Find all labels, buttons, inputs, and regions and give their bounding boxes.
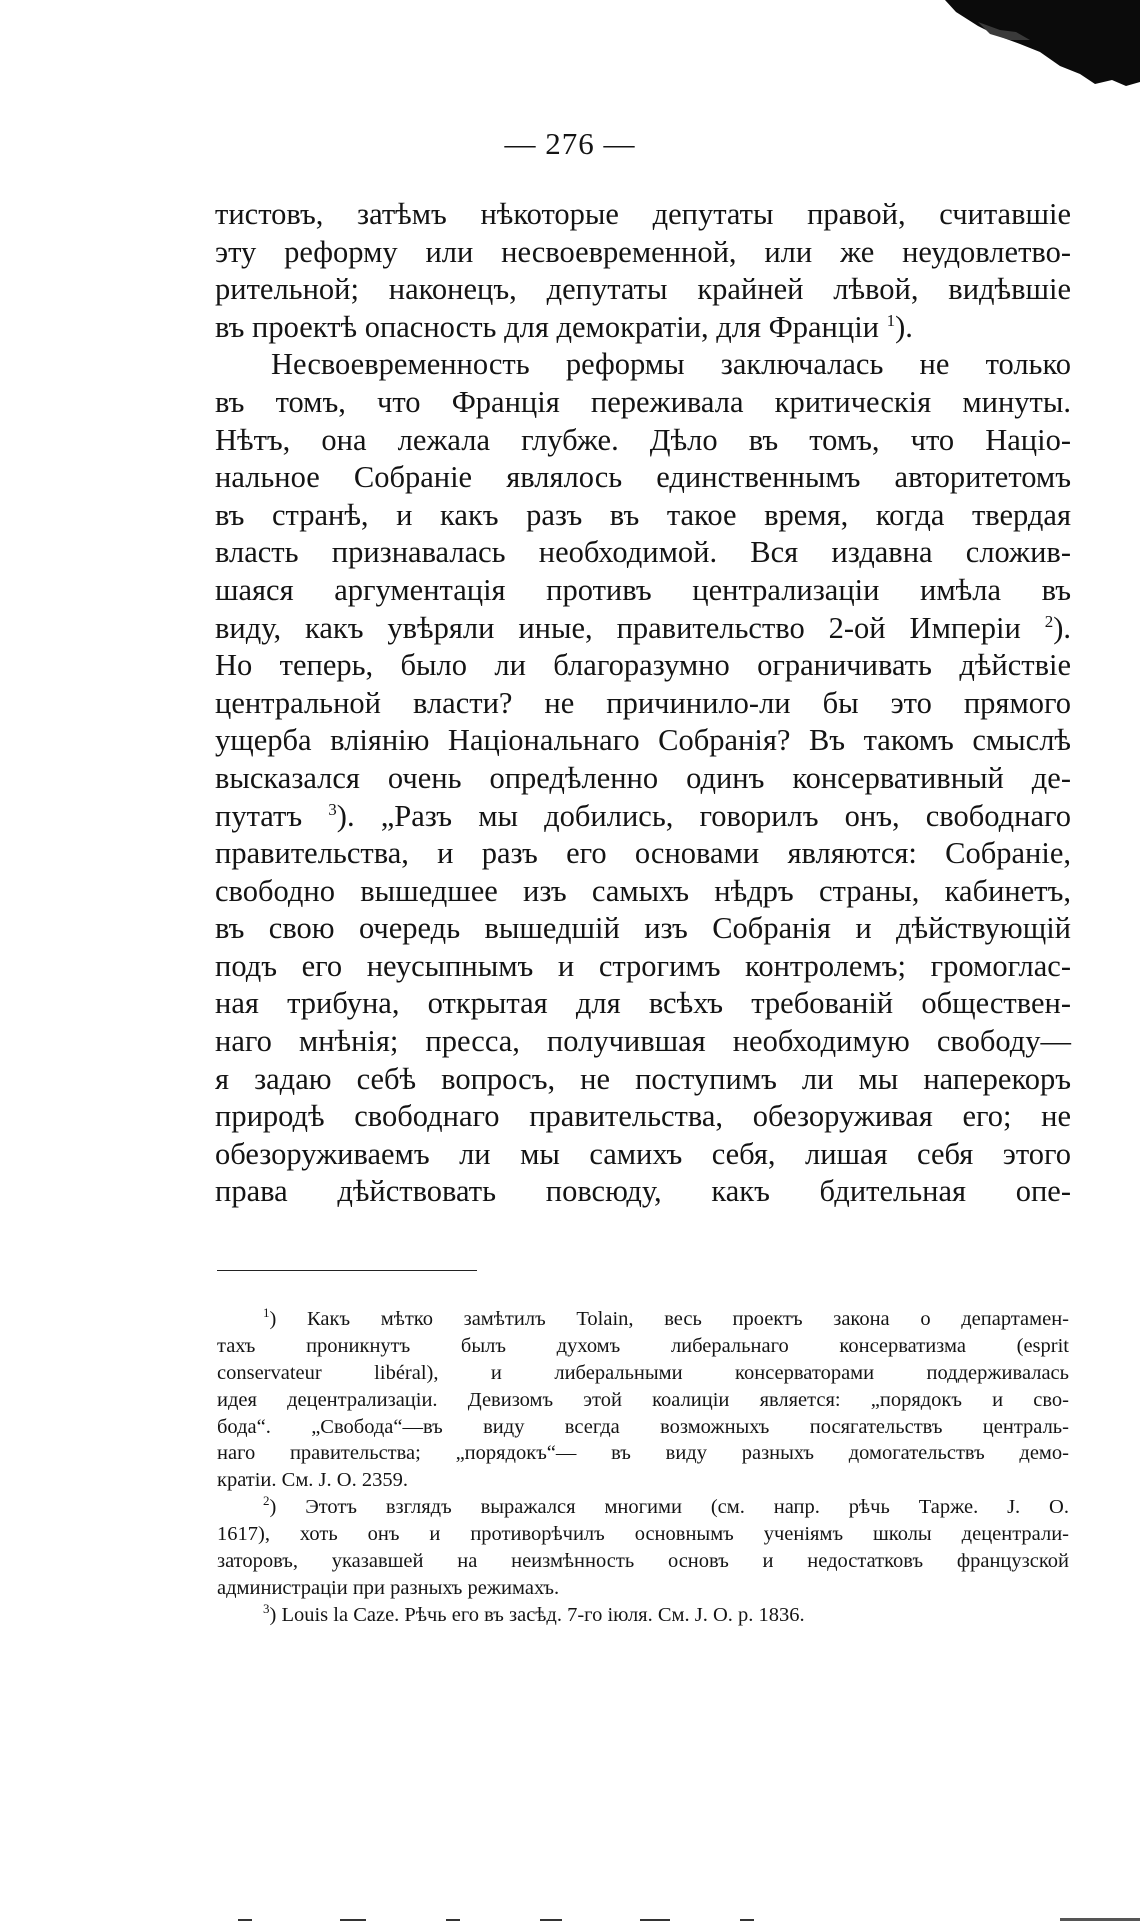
body-line-8: нальное Собраніе являлось единственнымъ авторитетомъ <box>215 460 1071 495</box>
body-line-11: шаяся аргументація противъ централизаціи имѣла въ <box>215 572 1071 607</box>
footnote-separator <box>217 1270 477 1271</box>
body-line-25: природѣ свободнаго правительства, обезоруживая его; не <box>215 1099 1071 1134</box>
body-line-24: я задаю себѣ вопросъ, не поступимъ ли мы наперекоръ <box>215 1061 1071 1096</box>
scan-shadow-corner <box>890 0 1140 95</box>
body-line-12: виду, какъ увѣряли иные, правительство 2-ой Имперіи $^2$). <box>215 610 1071 645</box>
body-line-1: тистовъ, затѣмъ нѣкоторые депутаты правой, считавшіе <box>215 197 1071 231</box>
footnote-2-line-4: администраціи при разныхъ режимахъ. <box>217 1576 560 1599</box>
footnote-1-line-5: бода“. „Свобода“—въ виду всегда возможныхъ посягательствъ централь- <box>217 1415 1069 1438</box>
body-line-7: Нѣтъ, она лежала глубже. Дѣло въ томъ, что Націо- <box>215 422 1071 457</box>
body-line-20: въ свою очередь вышедшій изъ Собранія и дѣйствующій <box>215 911 1071 946</box>
body-line-27: права дѣйствовать повсюду, какъ бдительная опе- <box>215 1174 1071 1209</box>
body-line-2: эту реформу или несвоевременной, или же неудовлетво- <box>215 234 1071 269</box>
body-line-4: въ проектѣ опасность для демократіи, для Франціи $^1$). <box>215 309 913 344</box>
body-line-14: центральной власти? не причинило-ли бы это прямого <box>215 685 1071 720</box>
footnote-3-line-1: $^3$) Louis la Caze. Рѣчь его въ засѣд. 7-го іюля. См. J. O. p. 1836. <box>263 1600 805 1626</box>
body-line-19: свободно вышедшее изъ самыхъ нѣдръ страны, кабинетъ, <box>215 873 1071 908</box>
footnote-1-line-1: $^1$) Какъ мѣтко замѣтилъ Tolain, весь проектъ закона о департамен- <box>263 1305 1069 1330</box>
body-text <box>215 196 1071 1211</box>
body-line-9: въ странѣ, и какъ разъ въ такое время, когда твердая <box>215 497 1071 532</box>
body-line-23: наго мнѣнія; пресса, получившая необходимую свободу— <box>215 1024 1071 1059</box>
footnote-2-line-2: 1617), хоть онъ и противорѣчилъ основнымъ ученіямъ школы децентрали- <box>217 1523 1069 1546</box>
body-line-5: Несвоевременность реформы заключалась не только <box>271 347 1071 382</box>
footnote-1-line-4: идея децентрализаціи. Девизомъ этой коалиціи является: „порядокъ и сво- <box>217 1388 1069 1411</box>
body-line-13: Но теперь, было ли благоразумно ограничивать дѣйствіе <box>215 648 1071 683</box>
body-line-6: въ томъ, что Франція переживала критическія минуты. <box>215 384 1071 419</box>
footnote-3-marker: 3 <box>263 1600 270 1616</box>
footnote-1-line-2: тахъ проникнутъ былъ духомъ либеральнаго консерватизма (esprit <box>217 1334 1069 1357</box>
scan-bottom-marks <box>0 1905 1140 1925</box>
body-line-3: рительной; наконецъ, депутаты крайней лѣвой, видѣвшіе <box>215 272 1071 307</box>
body-line-17: путатъ $^3$). „Разъ мы добились, говорилъ онъ, свободнаго <box>215 798 1072 833</box>
body-line-18: правительства, и разъ его основами являются: Собраніе, <box>215 836 1071 871</box>
footnotes <box>217 1306 1069 1629</box>
footnote-1-line-3: conservateur libéral), и либеральными консерваторами поддерживалась <box>217 1361 1069 1384</box>
body-line-10: власть признавалась необходимой. Вся издавна сложив- <box>215 535 1071 570</box>
body-line-22: ная трибуна, открытая для всѣхъ требованій обществен- <box>215 986 1071 1021</box>
footnote-2-line-3: заторовъ, указавшей на неизмѣнность основъ и недостатковъ французской <box>217 1550 1069 1573</box>
footnote-ref-3: 3 <box>328 799 337 819</box>
footnote-ref-1: 1 <box>886 310 896 330</box>
body-line-16: высказался очень опредѣленно одинъ консервативный де- <box>215 760 1071 795</box>
footnote-1-line-7: кратіи. См. J. O. 2359. <box>217 1469 408 1492</box>
footnote-2-line-1: $^2$) Этотъ взглядъ выражался многими (см. напр. рѣчь Тарже. J. O. <box>263 1493 1069 1519</box>
footnote-1-line-6: наго правительства; „порядокъ“— въ виду разныхъ домогательствъ демо- <box>217 1442 1069 1465</box>
body-line-26: обезоруживаемъ ли мы самихъ себя, лишая себя этого <box>215 1136 1071 1171</box>
footnote-ref-2: 2 <box>1044 611 1054 631</box>
body-line-21: подъ его неусыпнымъ и строгимъ контролемъ; громоглас- <box>215 948 1071 983</box>
body-line-15: ущерба вліянію Національнаго Собранія? Въ такомъ смыслѣ <box>215 723 1071 758</box>
footnote-1-marker: 1 <box>263 1305 270 1321</box>
footnote-2-marker: 2 <box>263 1493 270 1509</box>
page-number: — 276 — <box>504 126 636 161</box>
